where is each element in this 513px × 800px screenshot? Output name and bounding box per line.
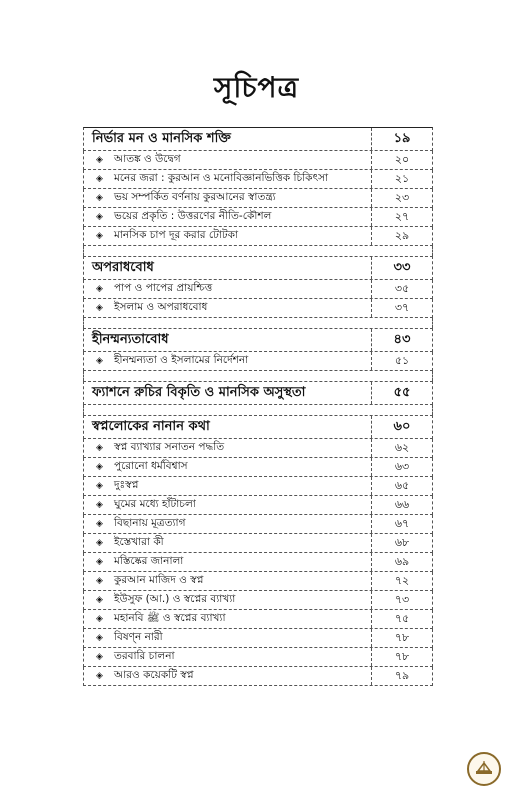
diamond-bullet-icon: ◈ <box>96 480 103 491</box>
toc-entry[interactable] <box>83 208 433 227</box>
toc-entry-page-number: ২৭ <box>371 208 432 226</box>
diamond-bullet-icon: ◈ <box>96 651 103 662</box>
section-heading-text: ফ্যাশনে রুচির বিকৃতি ও মানসিক অসুস্থতা <box>92 384 306 400</box>
section-gap <box>83 246 433 256</box>
diamond-bullet-icon: ◈ <box>96 211 103 222</box>
toc-entry-page-number: ৭৯ <box>371 667 432 685</box>
toc-entry-page-number: ২৩ <box>371 189 432 207</box>
toc-entry-text: ইসলাম ও অপরাধবোধ <box>114 300 208 313</box>
toc-entry[interactable] <box>83 534 433 553</box>
diamond-bullet-icon: ◈ <box>96 670 103 681</box>
toc-entry-text: দুঃস্বপ্ন <box>114 478 139 491</box>
section-gap <box>83 318 433 328</box>
toc-entry-text: কুরআন মাজিদ ও স্বপ্ন <box>114 573 204 586</box>
diamond-bullet-icon: ◈ <box>96 499 103 510</box>
toc-entry-text: ঘুমের মধ্যে হাঁটাচলা <box>114 497 196 510</box>
toc-entry-text: তরবারি চালনা <box>114 649 175 662</box>
section-page-number: ৩৩ <box>371 257 432 279</box>
toc-entry-text: মস্তিষ্কের জানালা <box>114 554 184 567</box>
toc-entry-text: আতঙ্ক ও উদ্বেগ <box>114 152 181 165</box>
diamond-bullet-icon: ◈ <box>96 461 103 472</box>
toc-section-heading[interactable] <box>83 381 433 405</box>
diamond-bullet-icon: ◈ <box>96 230 103 241</box>
diamond-bullet-icon: ◈ <box>96 173 103 184</box>
toc-entry-text: বিষণ্ন নারী <box>114 630 163 643</box>
section-gap <box>83 371 433 381</box>
toc-entry[interactable] <box>83 572 433 591</box>
toc-entry-text: মহানবি ﷺ ও স্বপ্নের ব্যাখ্যা <box>114 611 226 624</box>
toc-entry-page-number: ৬৫ <box>371 477 432 495</box>
diamond-bullet-icon: ◈ <box>96 556 103 567</box>
toc-entry-page-number: ৬৬ <box>371 496 432 514</box>
toc-entry-page-number: ৭৫ <box>371 610 432 628</box>
toc-entry-page-number: ২০ <box>371 151 432 169</box>
diamond-bullet-icon: ◈ <box>96 283 103 294</box>
table-of-contents <box>83 127 433 686</box>
toc-entry[interactable] <box>83 553 433 572</box>
toc-entry-text: হীনম্মন্যতা ও ইসলামের নির্দেশনা <box>114 353 249 366</box>
toc-entry-page-number: ৬২ <box>371 439 432 457</box>
toc-entry-page-number: ৩৭ <box>371 299 432 317</box>
toc-entry-text: আরও কয়েকটি স্বপ্ন <box>114 668 194 681</box>
toc-entry-page-number: ৬৯ <box>371 553 432 571</box>
section-heading-text: অপরাধবোধ <box>92 259 154 275</box>
toc-entry[interactable] <box>83 227 433 246</box>
toc-entry-page-number: ৭৮ <box>371 648 432 666</box>
diamond-bullet-icon: ◈ <box>96 613 103 624</box>
toc-entry-page-number: ২১ <box>371 170 432 188</box>
diamond-bullet-icon: ◈ <box>96 518 103 529</box>
section-page-number: ১৯ <box>371 128 432 150</box>
toc-entry-text: মানসিক চাপ দূর করার টোটকা <box>114 228 238 241</box>
toc-entry-text: ভয় সম্পর্কিত বর্ণনায় কুরআনের স্বাতন্ত্র্য <box>114 190 276 203</box>
publisher-logo-icon <box>467 752 501 786</box>
toc-section-heading[interactable] <box>83 127 433 151</box>
toc-entry[interactable] <box>83 515 433 534</box>
toc-entry[interactable] <box>83 151 433 170</box>
toc-entry[interactable] <box>83 610 433 629</box>
diamond-bullet-icon: ◈ <box>96 575 103 586</box>
toc-entry-page-number: ৬৩ <box>371 458 432 476</box>
diamond-bullet-icon: ◈ <box>96 192 103 203</box>
section-page-number: ৫৫ <box>371 382 432 404</box>
toc-entry-text: বিছানায় মূত্রত্যাগ <box>114 516 186 529</box>
toc-entry[interactable] <box>83 496 433 515</box>
diamond-bullet-icon: ◈ <box>96 442 103 453</box>
section-heading-text: নির্ভার মন ও মানসিক শক্তি <box>92 130 231 146</box>
toc-entry-text: পাপ ও পাপের প্রায়শ্চিত্ত <box>114 281 213 294</box>
toc-entry[interactable] <box>83 299 433 318</box>
section-heading-text: হীনম্মন্যতাবোধ <box>92 331 169 347</box>
toc-entry[interactable] <box>83 477 433 496</box>
section-gap <box>83 405 433 415</box>
toc-entry[interactable] <box>83 648 433 667</box>
diamond-bullet-icon: ◈ <box>96 632 103 643</box>
toc-entry-text: মনের জরা : কুরআন ও মনোবিজ্ঞানভিত্তিক চিকিৎসা <box>114 171 329 184</box>
diamond-bullet-icon: ◈ <box>96 355 103 366</box>
toc-section-heading[interactable] <box>83 415 433 439</box>
toc-section-heading[interactable] <box>83 328 433 352</box>
toc-entry[interactable] <box>83 280 433 299</box>
toc-entry-page-number: ৭২ <box>371 572 432 590</box>
toc-entry-text: ইউসুফ (আ.) ও স্বপ্নের ব্যাখ্যা <box>114 592 236 605</box>
toc-entry[interactable] <box>83 352 433 371</box>
toc-entry[interactable] <box>83 667 433 686</box>
toc-entry-text: ইস্তেখারা কী <box>114 535 164 548</box>
toc-entry-text: পুরোনো ধর্মবিশ্বাস <box>114 459 188 472</box>
section-heading-text: স্বপ্নলোকের নানান কথা <box>92 418 210 434</box>
toc-entry-page-number: ২৯ <box>371 227 432 245</box>
diamond-bullet-icon: ◈ <box>96 594 103 605</box>
diamond-bullet-icon: ◈ <box>96 154 103 165</box>
toc-entry-page-number: ৩৫ <box>371 280 432 298</box>
toc-entry-page-number: ৬৭ <box>371 515 432 533</box>
toc-entry-page-number: ৫১ <box>371 352 432 370</box>
toc-entry-text: স্বপ্ন ব্যাখ্যার সনাতন পদ্ধতি <box>114 440 225 453</box>
toc-entry[interactable] <box>83 439 433 458</box>
diamond-bullet-icon: ◈ <box>96 537 103 548</box>
toc-entry[interactable] <box>83 629 433 648</box>
toc-entry[interactable] <box>83 189 433 208</box>
section-page-number: ৪৩ <box>371 329 432 351</box>
toc-entry[interactable] <box>83 170 433 189</box>
page-title: সূচিপত্র <box>213 71 300 104</box>
diamond-bullet-icon: ◈ <box>96 302 103 313</box>
toc-entry-page-number: ৭৮ <box>371 629 432 647</box>
toc-entry-text: ভয়ের প্রকৃতি : উত্তরণের নীতি-কৌশল <box>114 209 272 222</box>
section-page-number: ৬০ <box>371 416 432 438</box>
toc-entry[interactable] <box>83 458 433 477</box>
toc-entry[interactable] <box>83 591 433 610</box>
toc-entry-page-number: ৭৩ <box>371 591 432 609</box>
toc-entry-page-number: ৬৮ <box>371 534 432 552</box>
toc-section-heading[interactable] <box>83 256 433 280</box>
